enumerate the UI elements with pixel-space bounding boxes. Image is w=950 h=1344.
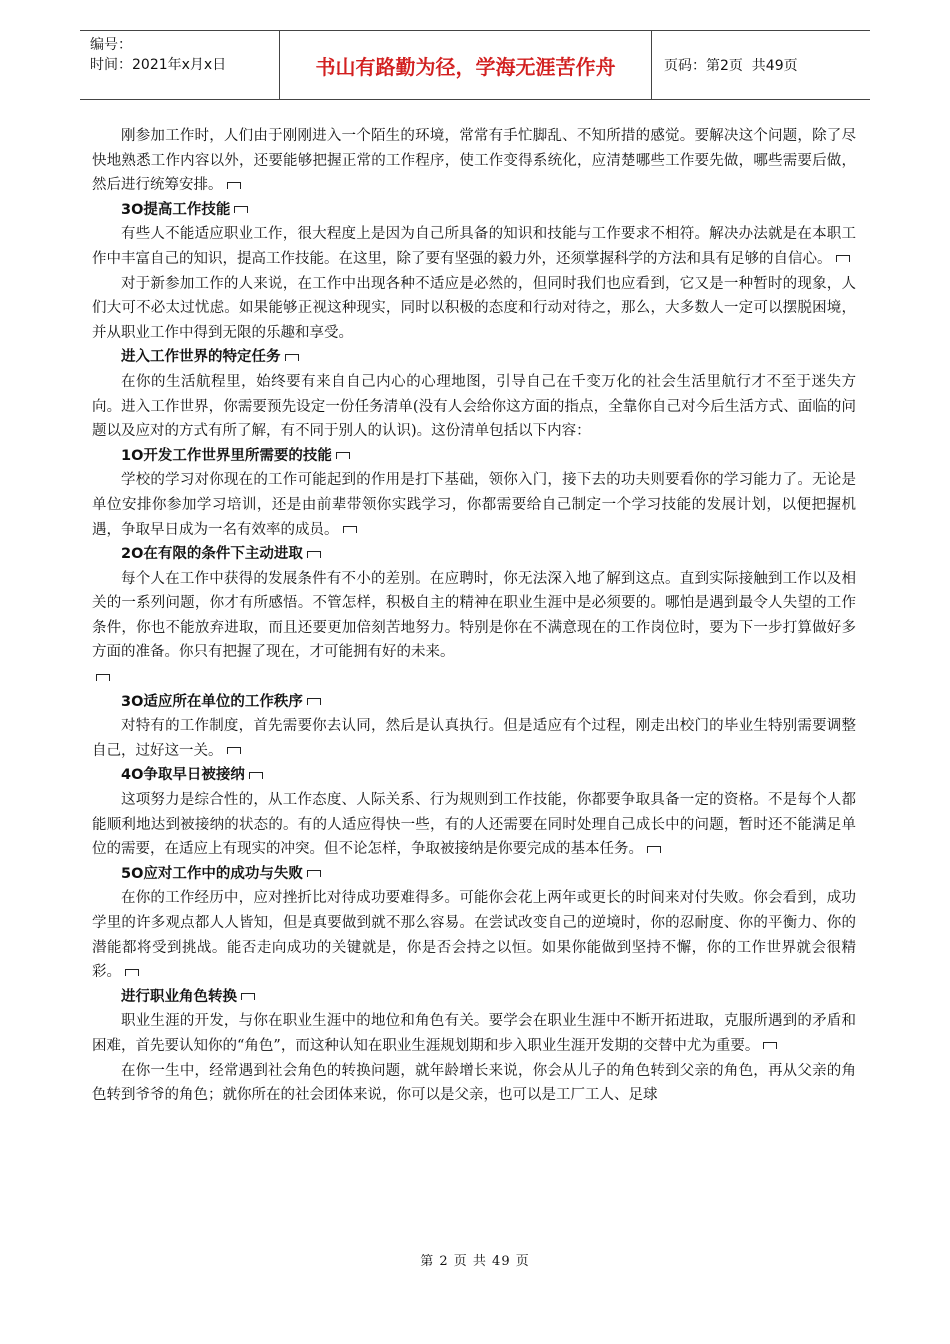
block-text: 4O争取早日被接纳 xyxy=(121,767,245,784)
header-meta xyxy=(80,31,280,99)
block-text: 2O在有限的条件下主动进取 xyxy=(121,546,303,563)
body-paragraph xyxy=(92,567,856,665)
page-footer: 第 2 页 共 49 页 xyxy=(420,1254,530,1269)
body-paragraph xyxy=(92,468,856,542)
body-paragraph xyxy=(92,886,856,984)
paragraph-mark-icon xyxy=(343,526,357,533)
paragraph-mark-icon xyxy=(336,452,350,459)
body-paragraph xyxy=(92,272,856,346)
block-text: 学校的学习对你现在的工作可能起到的作用是打下基础，领你入门，接下去的功夫则要看你的学习能力了。无论是单位安排你参加学习培训，还是由前辈带领你实践学习，你都需要给自己制定一个学习技能的发展计划，以便把握机遇，争取早日成为一名有效率的成员。 xyxy=(92,472,856,538)
motto-text: 书山有路勤为径，学海无涯苦作舟 xyxy=(315,54,616,79)
header-motto xyxy=(280,31,652,99)
page-header xyxy=(80,30,870,100)
block-text: 刚参加工作时，人们由于刚刚进入一个陌生的环境，常常有手忙脚乱、不知所措的感觉。要解决这个问题，除了尽快地熟悉工作内容以外，还要能够把握正常的工作程序，使工作变得系统化，应清楚哪些工作要先做，哪些需要后做，然后进行统筹安排。 xyxy=(92,128,856,194)
block-text: 在你一生中，经常遇到社会角色的转换问题，就年龄增长来说，你会从儿子的角色转到父亲的角色，再从父亲的角色转到爷爷的角色；就你所在的社会团体来说，你可以是父亲，也可以是工厂工人、足球 xyxy=(92,1062,856,1104)
block-text: 有些人不能适应职业工作，很大程度上是因为自己所具备的知识和技能与工作要求不相符。解决办法就是在本职工作中丰富自己的知识，提高工作技能。在这里，除了要有坚强的毅力外，还须掌握科学的方法和具有足够的自信心。 xyxy=(92,226,856,267)
body-paragraph xyxy=(92,1059,856,1108)
paragraph-mark-icon xyxy=(763,1042,777,1049)
section-heading xyxy=(92,444,856,469)
block-text: 3O提高工作技能 xyxy=(121,201,231,218)
document-body xyxy=(92,124,856,1108)
page-label: 页码：第2页 共49页 xyxy=(664,58,798,74)
block-text: 1O开发工作世界里所需要的技能 xyxy=(121,447,332,464)
number-label: 编号： xyxy=(90,37,132,53)
section-heading xyxy=(92,985,856,1010)
paragraph-mark-icon xyxy=(227,182,241,189)
section-heading xyxy=(92,198,856,223)
block-text: 职业生涯的开发，与你在职业生涯中的地位和角色有关。要学会在职业生涯中不断开拓进取，克服所遇到的矛盾和困难，首先要认知你的“角色”，而这种认知在职业生涯规划期和步入职业生涯开发期的交替中尤为重要。 xyxy=(92,1013,856,1054)
paragraph-mark-icon xyxy=(307,698,321,705)
body-paragraph xyxy=(92,370,856,444)
paragraph-mark-icon xyxy=(227,747,241,754)
block-text: 3O适应所在单位的工作秩序 xyxy=(121,693,303,710)
paragraph-mark-icon xyxy=(307,870,321,877)
body-paragraph xyxy=(92,1009,856,1058)
body-paragraph xyxy=(92,124,856,198)
paragraph-mark-icon xyxy=(307,551,321,558)
paragraph-mark-line xyxy=(92,665,856,690)
paragraph-mark-icon xyxy=(249,772,263,779)
paragraph-mark-icon xyxy=(285,354,299,361)
body-paragraph xyxy=(92,714,856,763)
block-text: 在你的生活航程里，始终要有来自自己内心的心理地图，引导自己在千变万化的社会生活里航行才不至于迷失方向。进入工作世界，你需要预先设定一份任务清单(没有人会给你这方面的指点，全靠你自己对今后生活方式、面临的问题以及应对的方式有所了解，有不同于别人的认识)。这份清单包括以下内容： xyxy=(92,373,856,440)
paragraph-mark-icon xyxy=(241,993,255,1000)
header-page-info xyxy=(652,31,870,99)
paragraph-mark-icon xyxy=(96,674,110,681)
block-text: 进行职业角色转换 xyxy=(121,988,237,1005)
block-text: 对于新参加工作的人来说，在工作中出现各种不适应是必然的，但同时我们也应看到，它又是一种暂时的现象，人们大可不必太过忧虑。如果能够正视这种现实，同时以积极的态度和行动对待之，那么，大多数人一定可以摆脱困境，并从职业工作中得到无限的乐趣和享受。 xyxy=(92,275,856,341)
paragraph-mark-icon xyxy=(234,206,248,213)
section-heading xyxy=(92,690,856,715)
time-label: 时间：2021年x月x日 xyxy=(90,57,227,73)
section-heading xyxy=(92,542,856,567)
section-heading xyxy=(92,345,856,370)
paragraph-mark-icon xyxy=(647,846,661,853)
section-heading xyxy=(92,763,856,788)
block-text: 进入工作世界的特定任务 xyxy=(121,349,281,366)
body-paragraph xyxy=(92,788,856,862)
section-heading xyxy=(92,862,856,887)
block-text: 这项努力是综合性的，从工作态度、人际关系、行为规则到工作技能，你都要争取具备一定的资格。不是每个人都能顺利地达到被接纳的状态的。有的人适应得快一些，有的人还需要在同时处理自己成长中的问题，暂时还不能满足单位的需要，在适应上有现实的冲突。但不论怎样，争取被接纳是你要完成的基本任务。 xyxy=(92,792,856,858)
block-text: 在你的工作经历中，应对挫折比对待成功要难得多。可能你会花上两年或更长的时间来对付失败。你会看到，成功学里的许多观点都人人皆知，但是真要做到就不那么容易。在尝试改变自己的逆境时，你的忍耐度、你的平衡力、你的潜能都将受到挑战。能否走向成功的关键就是，你是否会持之以恒。如果你能做到坚持不懈，你的工作世界就会很精彩。 xyxy=(92,890,856,981)
block-text: 对特有的工作制度，首先需要你去认同，然后是认真执行。但是适应有个过程，刚走出校门的毕业生特别需要调整自己，过好这一关。 xyxy=(92,718,856,759)
block-text: 每个人在工作中获得的发展条件有不小的差别。在应聘时，你无法深入地了解到这点。直到实际接触到工作以及相关的一系列问题，你才有所感悟。不管怎样，积极自主的精神在职业生涯中是必须要的。哪怕是遇到最令人失望的工作条件，你也不能放弃进取，而且还要更加倍刻苦地努力。特别是你在不满意现在的工作岗位时，要为下一步打算做好多方面的准备。你只有把握了现在，才可能拥有好的未来。 xyxy=(92,570,856,661)
body-paragraph xyxy=(92,222,856,271)
block-text: 5O应对工作中的成功与失败 xyxy=(121,865,303,882)
paragraph-mark-icon xyxy=(125,969,139,976)
paragraph-mark-icon xyxy=(836,255,850,262)
